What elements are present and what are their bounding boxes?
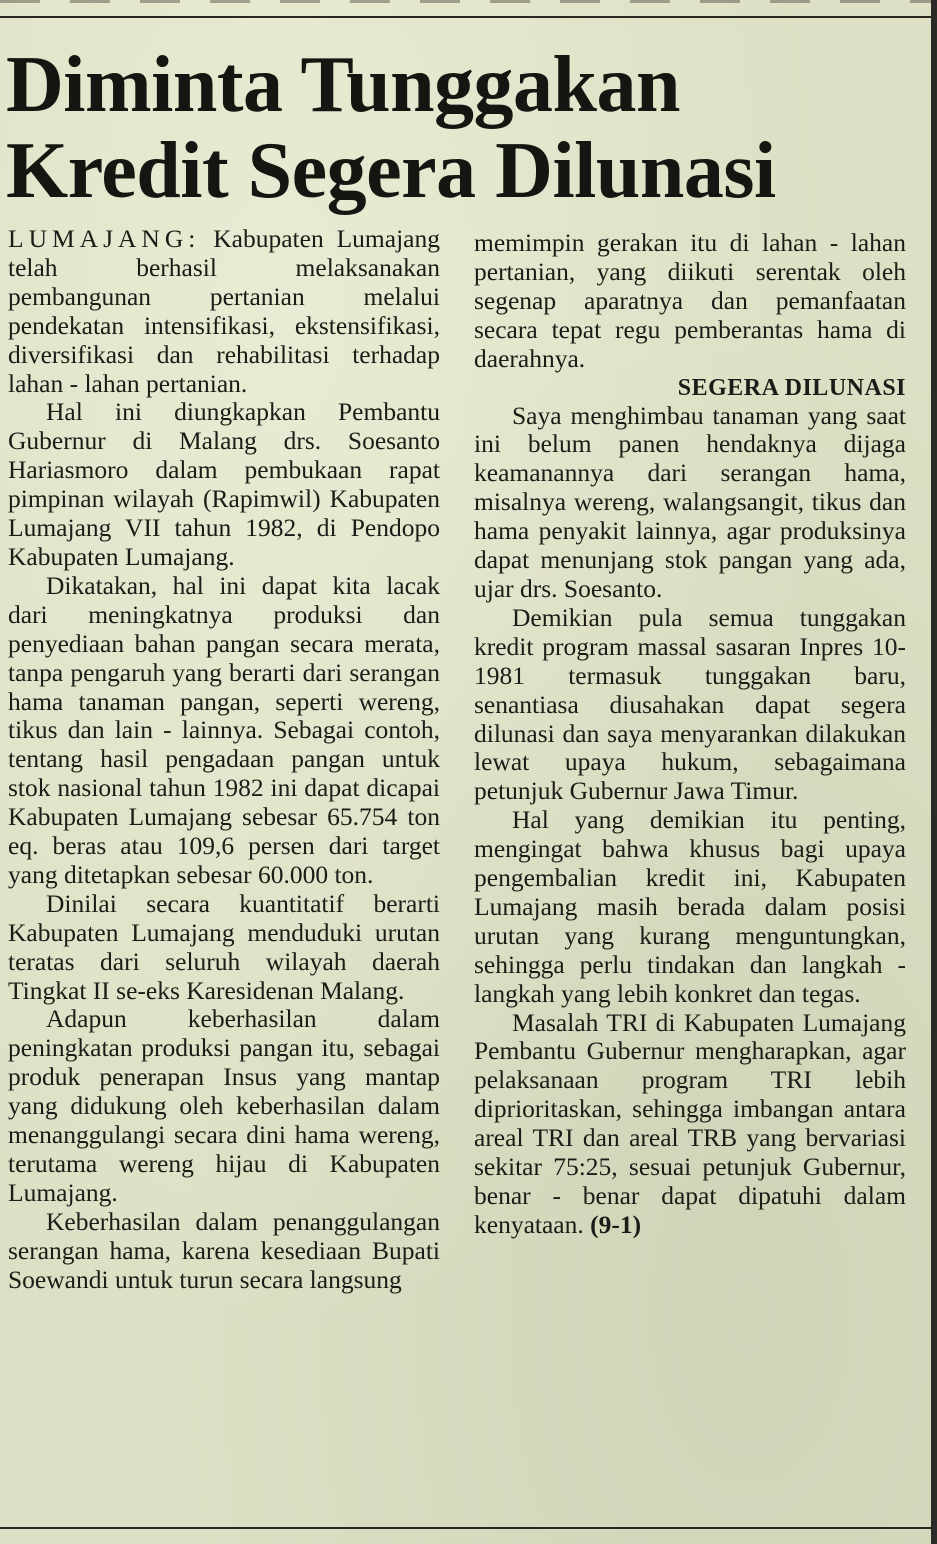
body-paragraph: Dinilai secara kuantitatif berarti Kabupaten Lumajang menduduki urutan teratas dari seluruh wilayah daerah Tingkat II se-eks Karesidenan Malang. (8, 888, 440, 1005)
bottom-divider-rule (0, 1527, 931, 1529)
body-paragraph: Adapun keberhasilan dalam peningkatan produksi pangan itu, sebagai produk penerapan Insus yang mantap yang didukung oleh keberhasilan dalam menanggulangi secara dini hama wereng, terutama wereng hijau di Kabupaten Lumajang. (8, 1004, 440, 1207)
body-paragraph: Saya menghimbau tanaman yang saat ini belum panen hendaknya dijaga keamanannya dari serangan hama, misalnya wereng, walangsangit, tikus dan hama penyakit lainnya, agar produksinya dapat menunjang stok pangan yang ada, ujar drs. Soesanto. (474, 400, 906, 603)
final-paragraph-text: Masalah TRI di Kabupaten Lumajang Pembantu Gubernur mengharapkan, agar pelaksanaan program TRI lebih diprioritaskan, sehingga imbangan antara areal TRI dan areal TRB yang bervariasi sekitar 75:25, sesuai petunjuk Gubernur, benar - benar dapat dipatuhi dalam kenyataan. (474, 1007, 906, 1239)
headline (6, 42, 906, 214)
dateline: LUMAJANG: (8, 224, 201, 253)
final-paragraph (474, 1009, 906, 1240)
top-divider-rule (0, 16, 931, 18)
article-column-right (474, 229, 906, 1240)
headline-line-2: Kredit Segera Dilunasi (6, 127, 776, 215)
section-subhead: SEGERA DILUNASI (677, 374, 906, 401)
top-border-fragment (0, 0, 931, 3)
headline-line-1: Diminta Tunggakan (6, 41, 681, 129)
body-paragraph: Hal yang demikian itu penting, mengingat bahwa khusus bagi upaya pengembalian kredit ini, Kabupaten Lumajang masih berada dalam posisi urutan yang kurang menguntungkan, sehingga perlu tindakan dan langkah - langkah yang lebih konkret dan tegas. (474, 805, 906, 1008)
body-paragraph: Dikatakan, hal ini dapat kita lacak dari meningkatnya produksi dan penyediaan bahan pangan secara merata, tanpa pengaruh yang berarti dari serangan hama tanaman pangan, seperti wereng, tikus dan lain - lainnya. Sebagai contoh, tentang hasil pengadaan pangan untuk stok nasional tahun 1982 ini dapat dicapai Kabupaten Lumajang sebesar 65.754 ton eq. beras atau 109,6 persen dari target yang ditetapkan sebesar 60.000 ton. (8, 570, 440, 889)
lead-paragraph-text: Kabupaten Lumajang telah berhasil melaksanakan pembangunan pertanian melalui pendekatan intensifikasi, ekstensifikasi, diversifikasi dan rehabilitasi terhadap lahan - lahan pertanian. (8, 224, 440, 398)
article-column-left (8, 225, 440, 1295)
body-paragraph: Hal ini diungkapkan Pembantu Gubernur di Malang drs. Soesanto Hariasmoro dalam pembukaan rapat pimpinan wilayah (Rapimwil) Kabupaten Lumajang VII tahun 1982, di Pendopo Kabupaten Lumajang. (8, 397, 440, 571)
lead-paragraph (8, 225, 440, 398)
signoff-code: (9-1) (590, 1209, 642, 1239)
body-paragraph: Demikian pula semua tunggakan kredit program massal sasaran Inpres 10-1981 termasuk tunggakan baru, senantiasa diusahakan dapat segera dilunasi dan saya menyarankan dilakukan lewat upaya hukum, sebagaimana petunjuk Gubernur Jawa Timur. (474, 602, 906, 806)
continued-paragraph: memimpin gerakan itu di lahan - lahan pertanian, yang diikuti serentak oleh segenap aparatnya dan pemanfaatan secara tepat regu pemberantas hama di daerahnya. (474, 228, 906, 373)
body-paragraph: Keberhasilan dalam penanggulangan serangan hama, karena kesediaan Bupati Soewandi untuk turun secara langsung (8, 1206, 440, 1294)
right-edge-border (931, 0, 937, 1544)
